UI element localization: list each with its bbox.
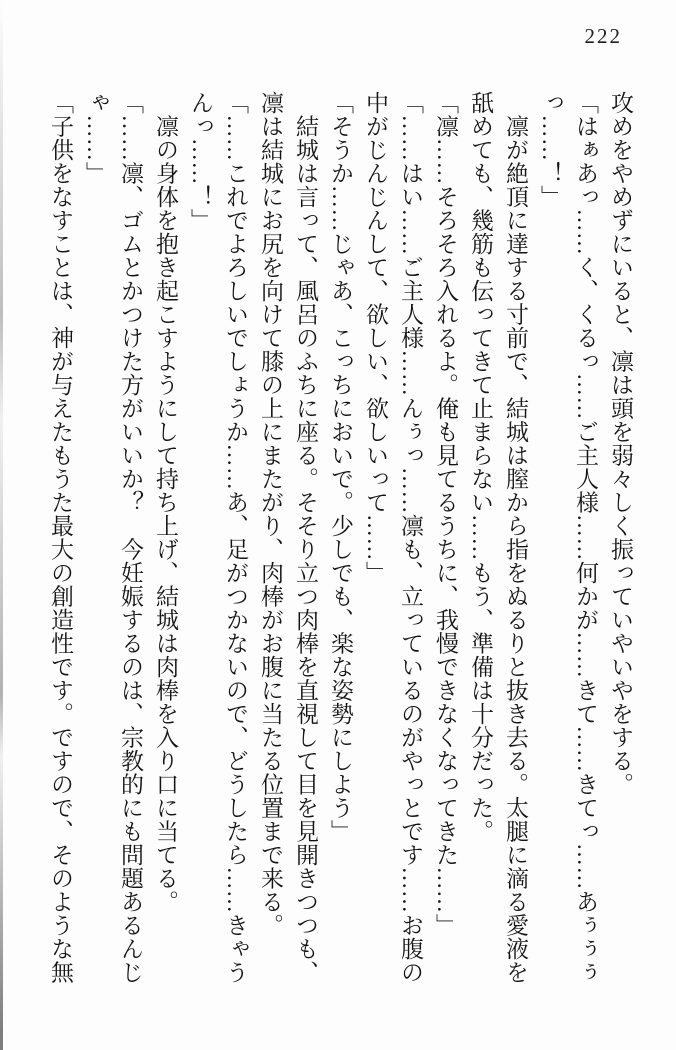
text-line: 「はぁあっ……く、くるっ……ご主人様……何かが……きて……きてっ……あぅぅぅ — [573, 91, 598, 984]
text-line: 「そうか……じゃあ、こっちにおいで。少しでも、楽な姿勢にしよう」 — [328, 91, 353, 843]
text-line: 舐めても、幾筋も伝ってきて止まらない……もう、準備は十分だった。 — [468, 91, 493, 843]
text-line: 凛の身体を抱き起こすようにして持ち上げ、結城は肉棒を入り口に当てる。 — [153, 91, 178, 914]
scan-edge-artifact — [0, 0, 3, 1050]
text-line: 「凛……そろそろ入れるよ。俺も見てるうちに、我慢できなくなってきた……」 — [433, 91, 458, 937]
vertical-text-block — [43, 91, 638, 1021]
page-number: 222 — [584, 24, 622, 48]
text-line: 攻めをやめずにいると、凛は頭を弱々しく振っていやいやをする。 — [608, 91, 633, 796]
text-line: 凛が絶頂に達する寸前で、結城は膣から指をぬるりと抜き去る。太腿に滴る愛液を — [503, 91, 528, 984]
text-line: っ……！」 — [538, 91, 563, 209]
text-line: 「子供をなすことは、神が与えたもうた最大の創造性です。ですので、そのような無 — [48, 91, 73, 984]
text-line: 凛は結城にお尻を向けて膝の上にまたがり、肉棒がお腹に当たる位置まで来る。 — [258, 91, 283, 937]
text-line: ゃ……」 — [83, 91, 108, 185]
text-line: 「……はい……ご主人様……んぅっ……凛も、立っているのがやっとです……お腹の — [398, 91, 423, 984]
text-line: 結城は言って、風呂のふちに座る。そそり立つ肉棒を直視して目を見開きつつも、 — [293, 91, 318, 984]
text-line: 「……凛、ゴムとかつけた方がいいか？ 今妊娠するのは、宗教的にも問題あるんじ — [118, 91, 143, 984]
text-line: 中がじんじんして、欲しい、欲しいって……」 — [363, 91, 388, 585]
text-line: んっ……！」 — [188, 91, 213, 232]
text-line: 「……これでよろしいでしょうか……あ、足がつかないので、どうしたら……きゃう — [223, 91, 248, 984]
